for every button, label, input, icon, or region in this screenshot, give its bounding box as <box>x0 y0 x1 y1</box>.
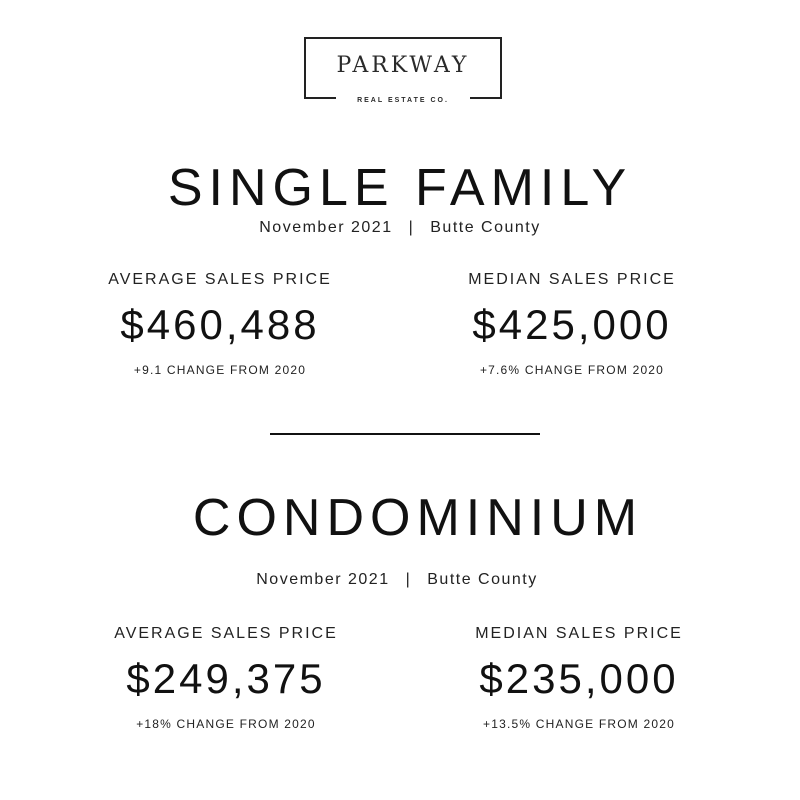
single-family-region: Butte County <box>430 219 541 236</box>
parkway-logo <box>304 37 502 104</box>
single-family-separator: | <box>408 219 415 236</box>
stat-label: AVERAGE SALES PRICE <box>108 271 332 288</box>
stat-change: +13.5% CHANGE FROM 2020 <box>483 717 675 731</box>
single-family-title: SINGLE FAMILY <box>167 159 633 217</box>
stat-change: +18% CHANGE FROM 2020 <box>136 717 316 731</box>
logo-frame-top <box>304 37 502 39</box>
stat-change: +9.1 CHANGE FROM 2020 <box>133 363 307 377</box>
condominium-separator: | <box>405 571 412 588</box>
single-family-subtitle <box>0 219 800 237</box>
stat-label: MEDIAN SALES PRICE <box>468 271 676 288</box>
condominium-date: November 2021 <box>256 571 390 588</box>
stat-change: +7.6% CHANGE FROM 2020 <box>479 363 665 377</box>
stat-value: $460,488 <box>120 301 320 348</box>
stat-label: AVERAGE SALES PRICE <box>114 625 338 642</box>
single-family-date: November 2021 <box>259 219 393 236</box>
stat-value: $249,375 <box>126 655 326 702</box>
single-family-average-stat <box>60 271 380 377</box>
stat-value: $235,000 <box>479 655 679 702</box>
condominium-subtitle <box>0 571 800 589</box>
logo-name: PARKWAY <box>336 53 470 78</box>
condominium-title: CONDOMINIUM <box>192 489 644 547</box>
section-divider <box>270 433 540 435</box>
condominium-region: Butte County <box>427 571 538 588</box>
single-family-median-stat <box>412 271 732 377</box>
condominium-average-stat <box>66 625 386 731</box>
stat-label: MEDIAN SALES PRICE <box>475 625 683 642</box>
logo-subtitle: REAL ESTATE CO. <box>357 97 449 104</box>
stat-value: $425,000 <box>472 301 672 348</box>
condominium-median-stat <box>419 625 739 731</box>
